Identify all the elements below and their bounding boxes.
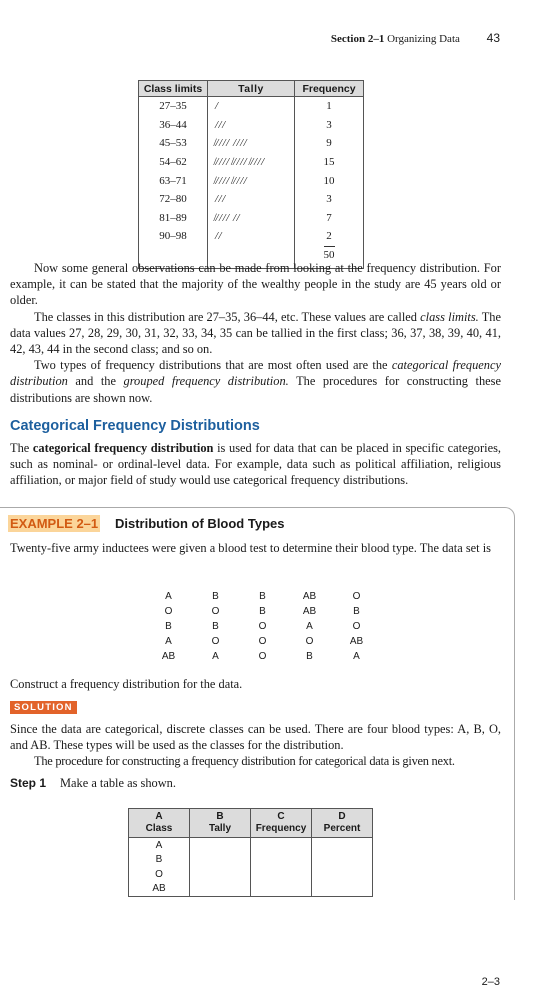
tally-cell: //: [208, 227, 295, 246]
example-label: EXAMPLE 2–1: [10, 516, 99, 531]
table-row: [139, 134, 364, 153]
blood-type-value: AB: [302, 606, 317, 617]
blood-type-value: B: [259, 591, 266, 602]
class-limits-cell: 27–35: [139, 97, 208, 116]
blood-type-value: O: [164, 606, 173, 617]
table-row: [129, 882, 373, 897]
solution-paragraph-1: Since the data are categorical, discrete classes can be used. There are four blood types: A, B, O, and AB. These types will be used as the classes for the distribution.: [10, 722, 501, 753]
class-cell: AB: [129, 882, 190, 897]
section-title: Organizing Data: [387, 33, 460, 45]
class-limits-table: [138, 80, 364, 269]
blood-type-value: B: [259, 606, 266, 617]
class-cell: A: [129, 838, 190, 853]
blood-type-value: B: [212, 591, 219, 602]
blood-type-value: AB: [161, 651, 176, 662]
table-row: [139, 116, 364, 135]
blood-type-value: O: [352, 621, 361, 632]
table-row: [139, 97, 364, 116]
blood-type-value: O: [211, 636, 220, 647]
step-1: [10, 776, 176, 791]
blood-type-data: [145, 591, 380, 666]
table-header-row: [139, 81, 364, 97]
tally-cell: ̸//// ̸//// ̸////: [208, 153, 295, 172]
col-percent: D Percent: [312, 809, 373, 838]
class-limits-cell: 45–53: [139, 134, 208, 153]
section-heading: Categorical Frequency Distributions: [10, 418, 260, 434]
frequency-cell: 3: [295, 116, 364, 135]
blood-type-value: O: [352, 591, 361, 602]
blood-type-value: O: [258, 651, 267, 662]
frequency-cell: 9: [295, 134, 364, 153]
class-limits-cell: 36–44: [139, 116, 208, 135]
col-frequency: Frequency: [295, 81, 364, 97]
intro-paragraph-1: Now some general observations can be made from looking at the frequency distribution. For example, it can be stated that the majority of the wealthy people in the study are 45 years old or older.: [10, 261, 501, 308]
step-label: Step 1: [10, 776, 47, 790]
footer-page-number: 2–3: [481, 976, 500, 988]
intro-paragraph-3: Two types of frequency distributions that are most often used are the categorical frequency distribution and the grouped frequency distribution. The procedures for constructing these distributions are shown now.: [10, 358, 502, 405]
tally-cell: ̸//// //: [208, 209, 295, 228]
categorical-text: [10, 440, 501, 489]
intro-text: [10, 260, 501, 406]
col-tally: Tally: [208, 81, 295, 97]
blood-type-value: B: [165, 621, 172, 632]
tally-cell: ̸//// ////: [208, 134, 295, 153]
table-row: [129, 867, 373, 882]
col-tally: B Tally: [190, 809, 251, 838]
class-limits-cell: 54–62: [139, 153, 208, 172]
table-row: [139, 227, 364, 246]
tally-cell: /: [208, 97, 295, 116]
class-limits-cell: 90–98: [139, 227, 208, 246]
col-class-limits: Class limits: [139, 81, 208, 97]
frequency-cell: 3: [295, 190, 364, 209]
blood-type-value: A: [165, 636, 172, 647]
blood-type-value: AB: [349, 636, 364, 647]
page-number: 43: [486, 31, 500, 45]
class-cell: B: [129, 853, 190, 868]
tally-cell: ///: [208, 116, 295, 135]
blood-type-table: [128, 808, 373, 897]
blood-type-value: A: [353, 651, 360, 662]
categorical-paragraph: The categorical frequency distribution is used for data that can be placed in specific categories, such as nominal- or ordinal-level data. For example, data such as political affiliation, religious affiliation, or major field of study would use categorical frequency distributions.: [10, 441, 501, 488]
frequency-cell: 10: [295, 171, 364, 190]
table-row: [139, 209, 364, 228]
example-title: Distribution of Blood Types: [115, 516, 285, 531]
class-cell: O: [129, 867, 190, 882]
example-prompt-block: [10, 540, 501, 556]
table-row: [129, 853, 373, 868]
tally-cell: ̸//// ̸////: [208, 171, 295, 190]
col-class: A Class: [129, 809, 190, 838]
frequency-total: 50: [324, 246, 335, 261]
frequency-cell: 15: [295, 153, 364, 172]
solution-paragraph-2: The procedure for constructing a frequency distribution for categorical data is given next.: [34, 754, 455, 769]
table-row: [139, 153, 364, 172]
class-limits-cell: 81–89: [139, 209, 208, 228]
table-row: [129, 838, 373, 853]
blood-type-value: B: [212, 621, 219, 632]
blood-type-value: B: [306, 651, 313, 662]
example-prompt: Twenty-five army inductees were given a blood test to determine their blood type. The data set is: [10, 541, 491, 555]
blood-type-value: A: [212, 651, 219, 662]
running-header: [331, 31, 500, 45]
section-label: Section 2–1: [330, 33, 385, 45]
blood-type-value: A: [306, 621, 313, 632]
step-text: Make a table as shown.: [60, 776, 176, 790]
blood-type-value: B: [353, 606, 360, 617]
blood-type-value: O: [258, 621, 267, 632]
tally-cell: ///: [208, 190, 295, 209]
blood-type-value: O: [211, 606, 220, 617]
blood-type-value: O: [305, 636, 314, 647]
class-limits-cell: 72–80: [139, 190, 208, 209]
frequency-cell: 1: [295, 97, 364, 116]
intro-paragraph-2: The classes in this distribution are 27–35, 36–44, etc. These values are called class limits. The data values 27, 28, 29, 30, 31, 32, 33, 34, 35 can be tallied in the first class; 36, 37, 38, 39, 40, 41, 42, 43, 44 in the second class; and so on.: [10, 309, 501, 357]
table-row: [139, 190, 364, 209]
construct-text: Construct a frequency distribution for the data.: [10, 677, 243, 691]
solution-text: [10, 721, 501, 770]
blood-type-value: AB: [302, 591, 317, 602]
solution-label: SOLUTION: [10, 701, 77, 714]
table-header-row: [129, 809, 373, 838]
frequency-cell: 7: [295, 209, 364, 228]
table-row: [139, 171, 364, 190]
class-limits-cell: 63–71: [139, 171, 208, 190]
blood-type-value: O: [258, 636, 267, 647]
blood-type-value: A: [165, 591, 172, 602]
frequency-cell: 2: [295, 227, 364, 246]
col-frequency: C Frequency: [251, 809, 312, 838]
construct-block: [10, 676, 501, 692]
